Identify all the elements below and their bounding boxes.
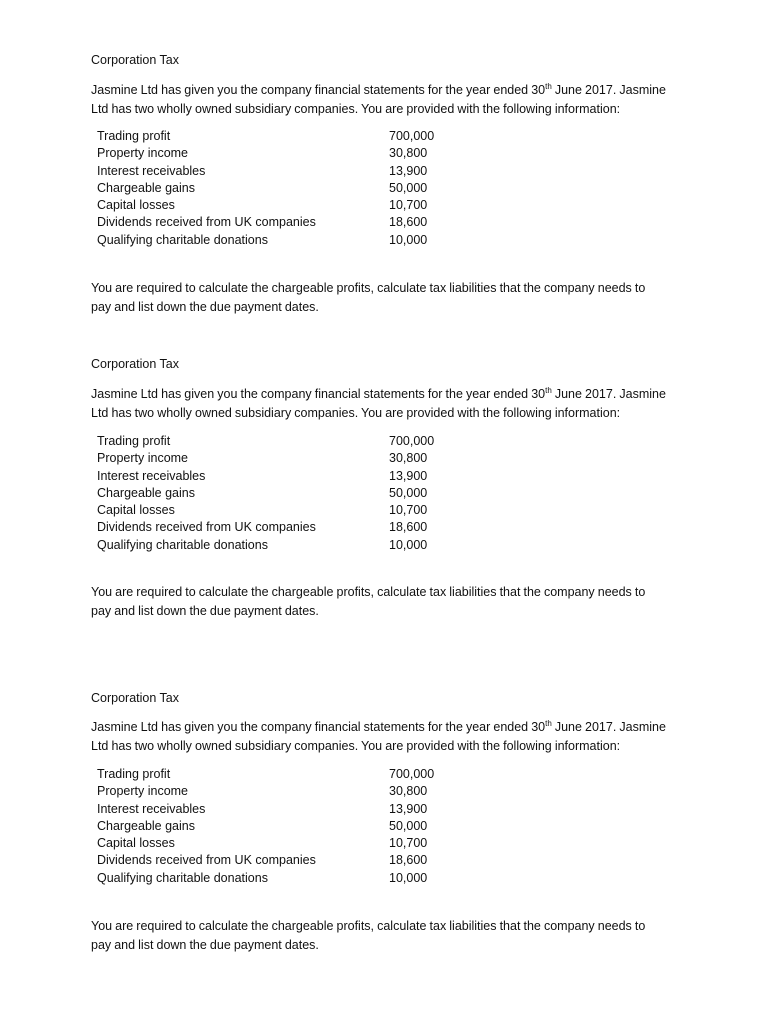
item-label: Qualifying charitable donations [97, 870, 268, 885]
table-row [91, 145, 691, 162]
item-value: 18,600 [389, 215, 428, 230]
item-value: 700,000 [389, 434, 435, 448]
item-value: 30,800 [389, 451, 428, 466]
table-row [91, 214, 691, 231]
intro-text: Jasmine Ltd has given you the company financial statements for the year ended 30 [91, 720, 546, 734]
item-label: Dividends received from UK companies [97, 215, 316, 230]
item-label: Trading profit [97, 434, 171, 448]
item-label: Property income [97, 451, 189, 466]
table-row [91, 197, 691, 214]
intro-text-cont: June 2017. Jasmine [551, 83, 666, 97]
requirement-line-1: You are required to calculate the chargeable profits, calculate tax liabilities that the company needs to [91, 585, 646, 599]
item-value: 10,700 [389, 503, 428, 518]
table-row [91, 801, 691, 818]
item-value: 50,000 [389, 485, 428, 500]
table-row [91, 485, 691, 502]
requirement-line-2: pay and list down the due payment dates. [91, 299, 319, 314]
ordinal-suffix: th [545, 719, 552, 728]
intro-text: Jasmine Ltd has given you the company financial statements for the year ended 30 [91, 83, 546, 97]
section-2-figures [91, 433, 691, 554]
item-label: Chargeable gains [97, 180, 195, 195]
item-label: Capital losses [97, 503, 175, 518]
intro-text: Jasmine Ltd has given you the company financial statements for the year ended 30 [91, 387, 546, 401]
item-label: Trading profit [97, 767, 171, 781]
item-value: 13,900 [389, 801, 428, 816]
item-label: Capital losses [97, 198, 175, 213]
item-label: Qualifying charitable donations [97, 537, 268, 552]
intro-text-line2: Ltd has two wholly owned subsidiary companies. You are provided with the following information: [91, 405, 621, 420]
item-label: Property income [97, 146, 189, 161]
item-label: Trading profit [97, 129, 171, 143]
intro-text-line2: Ltd has two wholly owned subsidiary companies. You are provided with the following information: [91, 738, 621, 753]
section-1-intro [91, 81, 691, 118]
section-heading: Corporation Tax [91, 691, 180, 705]
table-row [91, 766, 691, 783]
item-value: 50,000 [389, 818, 428, 833]
section-3-heading-block [91, 690, 691, 707]
item-value: 13,900 [389, 468, 428, 483]
section-1-requirement [91, 279, 691, 316]
item-value: 18,600 [389, 520, 428, 535]
section-1-figures [91, 128, 691, 249]
requirement-paragraph [91, 917, 691, 954]
item-label: Interest receivables [97, 801, 206, 816]
intro-paragraph [91, 385, 691, 422]
item-label: Dividends received from UK companies [97, 853, 316, 868]
table-row [91, 818, 691, 835]
section-3-requirement [91, 917, 691, 954]
requirement-line-2: pay and list down the due payment dates. [91, 937, 319, 952]
table-row [91, 502, 691, 519]
item-value: 30,800 [389, 784, 428, 799]
item-value: 18,600 [389, 853, 428, 868]
intro-text-cont: June 2017. Jasmine [551, 387, 666, 401]
table-row [91, 835, 691, 852]
requirement-line-2: pay and list down the due payment dates. [91, 603, 319, 618]
section-2-requirement [91, 583, 691, 620]
section-3-intro [91, 718, 691, 755]
item-label: Chargeable gains [97, 818, 195, 833]
table-row [91, 870, 691, 887]
intro-text-cont: June 2017. Jasmine [551, 720, 666, 734]
figures-table [91, 433, 691, 554]
intro-paragraph [91, 718, 691, 755]
table-row [91, 180, 691, 197]
table-row [91, 128, 691, 145]
table-row [91, 232, 691, 249]
table-row [91, 783, 691, 800]
requirement-line-1: You are required to calculate the chargeable profits, calculate tax liabilities that the company needs to [91, 281, 646, 295]
section-heading: Corporation Tax [91, 53, 180, 67]
item-label: Chargeable gains [97, 485, 195, 500]
ordinal-suffix: th [545, 82, 552, 91]
item-label: Dividends received from UK companies [97, 520, 316, 535]
item-value: 30,800 [389, 146, 428, 161]
section-heading: Corporation Tax [91, 357, 180, 371]
table-row [91, 537, 691, 554]
section-2-heading-block [91, 356, 691, 373]
item-value: 10,700 [389, 836, 428, 851]
ordinal-suffix: th [545, 386, 552, 395]
table-row [91, 163, 691, 180]
table-row [91, 519, 691, 536]
item-value: 700,000 [389, 767, 435, 781]
item-value: 13,900 [389, 163, 428, 178]
figures-table [91, 128, 691, 249]
item-value: 10,000 [389, 537, 428, 552]
item-label: Interest receivables [97, 468, 206, 483]
requirement-paragraph [91, 279, 691, 316]
item-value: 10,000 [389, 232, 428, 247]
item-label: Property income [97, 784, 189, 799]
figures-table [91, 766, 691, 887]
section-1-heading-block [91, 52, 691, 69]
item-value: 700,000 [389, 129, 435, 143]
item-value: 10,700 [389, 198, 428, 213]
table-row [91, 450, 691, 467]
intro-paragraph [91, 81, 691, 118]
requirement-paragraph [91, 583, 691, 620]
requirement-line-1: You are required to calculate the chargeable profits, calculate tax liabilities that the company needs to [91, 919, 646, 933]
section-2-intro [91, 385, 691, 422]
item-label: Capital losses [97, 836, 175, 851]
intro-text-line2: Ltd has two wholly owned subsidiary companies. You are provided with the following information: [91, 101, 621, 116]
item-value: 10,000 [389, 870, 428, 885]
item-label: Qualifying charitable donations [97, 232, 268, 247]
section-3-figures [91, 766, 691, 887]
item-value: 50,000 [389, 180, 428, 195]
item-label: Interest receivables [97, 163, 206, 178]
table-row [91, 468, 691, 485]
table-row [91, 852, 691, 869]
table-row [91, 433, 691, 450]
